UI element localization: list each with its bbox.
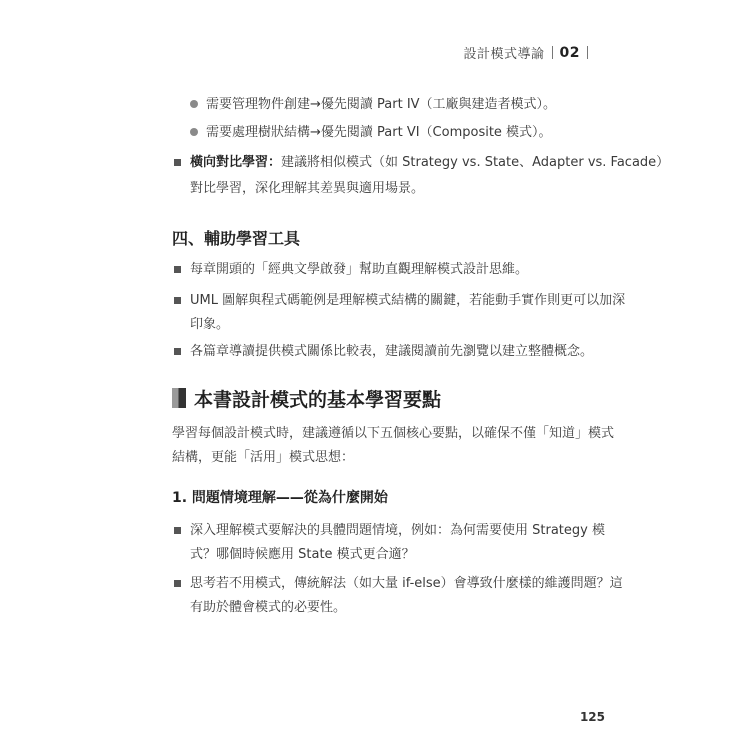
bullet-text-continuation: 式？哪個時候應用 State 模式更合適？ [190, 547, 415, 562]
bullet-text-continuation: 對比學習，深化理解其差異與適用場景。 [190, 181, 425, 196]
chapter-number: 02 [559, 44, 580, 61]
intro-paragraph-line: 學習每個設計模式時，建議遵循以下五個核心要點，以確保不僅「知道」模式 [172, 426, 615, 441]
section-heading: 四、輔助學習工具 [172, 229, 301, 248]
header-divider [552, 46, 553, 59]
running-header-title: 設計模式導論 [463, 47, 545, 62]
square-bullet-icon [174, 348, 181, 355]
bullet-text [190, 154, 669, 171]
bullet-text: 深入理解模式要解決的具體問題情境，例如：為何需要使用 Strategy 模 [190, 523, 605, 538]
chapter-section-heading: 本書設計模式的基本學習要點 [194, 389, 442, 411]
bullet-text: 各篇章導讀提供模式關係比較表，建議閱讀前先瀏覽以建立整體概念。 [190, 344, 594, 359]
page-number: 125 [579, 710, 605, 724]
square-bullet-icon [174, 580, 181, 587]
point-heading: 1. 問題情境理解——從為什麼開始 [172, 490, 388, 506]
circle-bullet-icon [190, 100, 198, 108]
sub-bullet-text: 需要管理物件創建→優先閱讀 Part IV（工廠與建造者模式）。 [206, 97, 557, 112]
bullet-text: 思考若不用模式，傳統解法（如大量 if-else）會導致什麼樣的維護問題？這 [190, 576, 623, 591]
bullet-text: UML 圖解與程式碼範例是理解模式結構的關鍵，若能動手實作則更可以加深 [190, 293, 626, 308]
intro-paragraph-line: 結構，更能「活用」模式思想： [172, 450, 355, 465]
header-divider-end [587, 46, 588, 59]
bullet-label: 橫向對比學習： [190, 155, 282, 170]
square-bullet-icon [174, 527, 181, 534]
square-bullet-icon [174, 159, 181, 166]
circle-bullet-icon [190, 128, 198, 136]
bullet-text-continuation: 印象。 [190, 317, 230, 332]
bullet-text-continuation: 有助於體會模式的必要性。 [190, 600, 347, 615]
square-bullet-icon [174, 297, 181, 304]
sub-bullet-text: 需要處理樹狀結構→優先閱讀 Part VI（Composite 模式）。 [206, 125, 552, 140]
bullet-text-part: 建議將相似模式（如 Strategy vs. State、Adapter vs. Facade） [281, 155, 670, 170]
square-bullet-icon [174, 266, 181, 273]
heading-bar-icon [172, 388, 186, 408]
running-header [464, 43, 589, 62]
bullet-text: 每章開頭的「經典文學啟發」幫助直觀理解模式設計思維。 [190, 262, 529, 277]
